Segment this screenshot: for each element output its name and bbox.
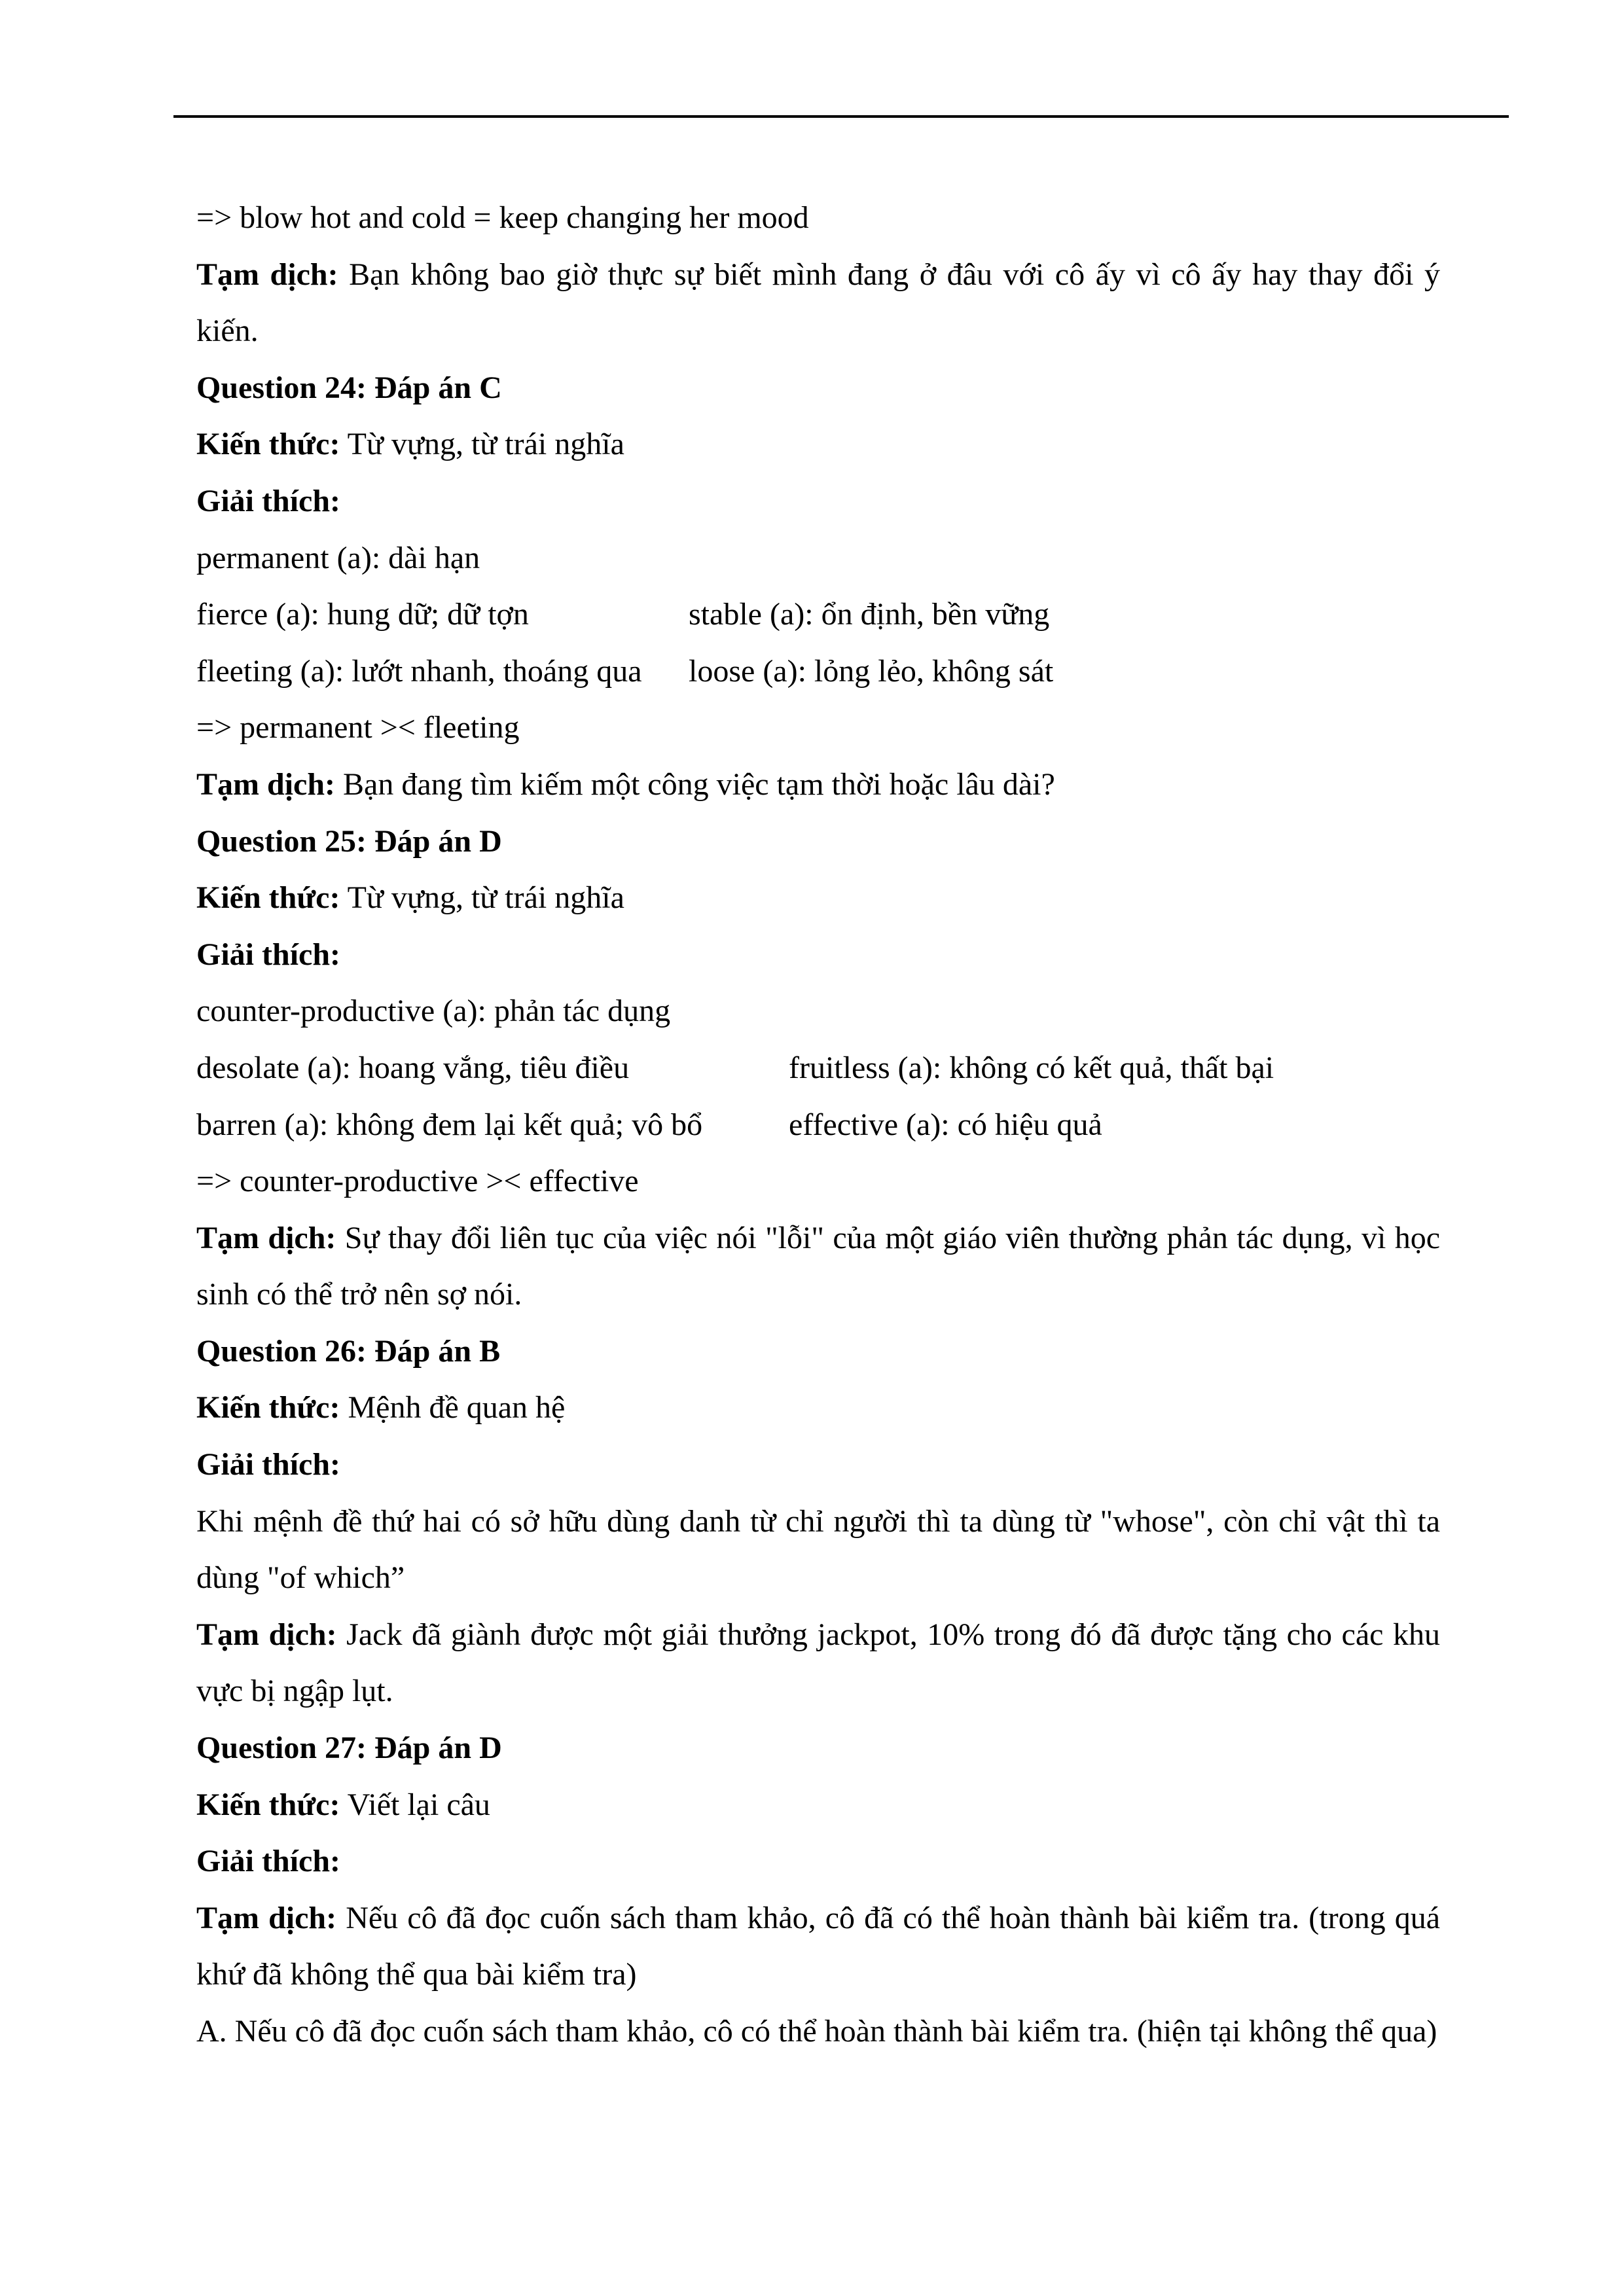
option-desolate: desolate (a): hoang vắng, tiêu điều: [196, 1050, 630, 1085]
translation-label: Tạm dịch:: [196, 1617, 337, 1652]
knowledge-text: Từ vựng, từ trái nghĩa: [340, 427, 624, 462]
knowledge-text: Từ vựng, từ trái nghĩa: [340, 880, 624, 916]
option-effective: effective (a): có hiệu quả: [789, 1107, 1102, 1142]
q25-translation: [196, 1210, 1440, 1323]
q24-heading: Question 24: Đáp án C: [196, 370, 502, 405]
q24-knowledge: [196, 416, 1440, 473]
translation-text: Bạn không bao giờ thực sự biết mình đang ở đâu với cô ấy vì cô ấy hay thay đổi ý kiến.: [196, 257, 1441, 349]
q24-options-row-2: [196, 643, 1440, 700]
knowledge-text: Viết lại câu: [340, 1787, 490, 1822]
q27-explain-label: Giải thích:: [196, 1844, 341, 1879]
translation-text: Sự thay đổi liên tục của việc nói "lỗi" của một giáo viên thường phản tác dụng, vì học sinh có thể trở nên sợ nói.: [196, 1220, 1440, 1312]
q24-conclusion: => permanent >< fleeting: [196, 710, 520, 745]
option-loose: loose (a): lỏng lẻo, không sát: [689, 653, 1054, 689]
q24-term: permanent (a): dài hạn: [196, 540, 480, 575]
knowledge-label: Kiến thức:: [196, 427, 340, 462]
q27-option-a: A. Nếu cô đã đọc cuốn sách tham khảo, cô có thể hoàn thành bài kiểm tra. (hiện tại không thể qua): [196, 2014, 1437, 2049]
q26-knowledge: [196, 1380, 1440, 1437]
q24-explain-label: Giải thích:: [196, 483, 341, 518]
q24-options-row-1: [196, 586, 1440, 643]
q23-conclusion: => blow hot and cold = keep changing her mood: [196, 200, 809, 235]
q27-heading: Question 27: Đáp án D: [196, 1731, 502, 1766]
translation-label: Tạm dịch:: [196, 766, 336, 802]
q25-knowledge: [196, 870, 1440, 927]
q25-options-row-2: [196, 1097, 1440, 1154]
q24-translation: [196, 757, 1440, 814]
q27-knowledge: [196, 1777, 1440, 1834]
translation-label: Tạm dịch:: [196, 1220, 336, 1255]
q25-heading: Question 25: Đáp án D: [196, 823, 502, 859]
q25-conclusion: => counter-productive >< effective: [196, 1164, 639, 1199]
translation-text: Jack đã giành được một giải thưởng jackpot, 10% trong đó đã được tặng cho các khu vực bị ngập lụt.: [196, 1617, 1441, 1709]
translation-text: Bạn đang tìm kiếm một công việc tạm thời hoặc lâu dài?: [335, 766, 1055, 802]
knowledge-label: Kiến thức:: [196, 1390, 340, 1426]
q23-translation: [196, 247, 1440, 360]
q26-explanation: Khi mệnh đề thứ hai có sở hữu dùng danh từ chỉ người thì ta dùng từ "whose", còn chỉ vật thì ta dùng "of which”: [196, 1503, 1440, 1596]
q26-heading: Question 26: Đáp án B: [196, 1333, 501, 1369]
knowledge-label: Kiến thức:: [196, 1787, 340, 1822]
header-rule: [173, 115, 1509, 118]
translation-label: Tạm dịch:: [196, 1900, 337, 1935]
knowledge-text: Mệnh đề quan hệ: [340, 1390, 566, 1426]
option-fleeting: fleeting (a): lướt nhanh, thoáng qua: [196, 653, 642, 689]
q25-explain-label: Giải thích:: [196, 937, 341, 972]
translation-text: Nếu cô đã đọc cuốn sách tham khảo, cô đã có thể hoàn thành bài kiểm tra. (trong quá khứ đã không thể qua bài kiểm tra): [196, 1900, 1440, 1992]
q26-translation: [196, 1607, 1440, 1720]
option-fruitless: fruitless (a): không có kết quả, thất bại: [789, 1050, 1274, 1085]
q25-term: counter-productive (a): phản tác dụng: [196, 994, 671, 1029]
q27-translation: [196, 1890, 1440, 2003]
option-barren: barren (a): không đem lại kết quả; vô bổ: [196, 1107, 703, 1142]
translation-label: Tạm dịch:: [196, 257, 338, 292]
document-body: [196, 190, 1440, 2060]
knowledge-label: Kiến thức:: [196, 880, 340, 916]
q25-options-row-1: [196, 1040, 1440, 1097]
q26-explain-label: Giải thích:: [196, 1447, 341, 1482]
option-fierce: fierce (a): hung dữ; dữ tợn: [196, 597, 529, 632]
option-stable: stable (a): ổn định, bền vững: [689, 597, 1050, 632]
